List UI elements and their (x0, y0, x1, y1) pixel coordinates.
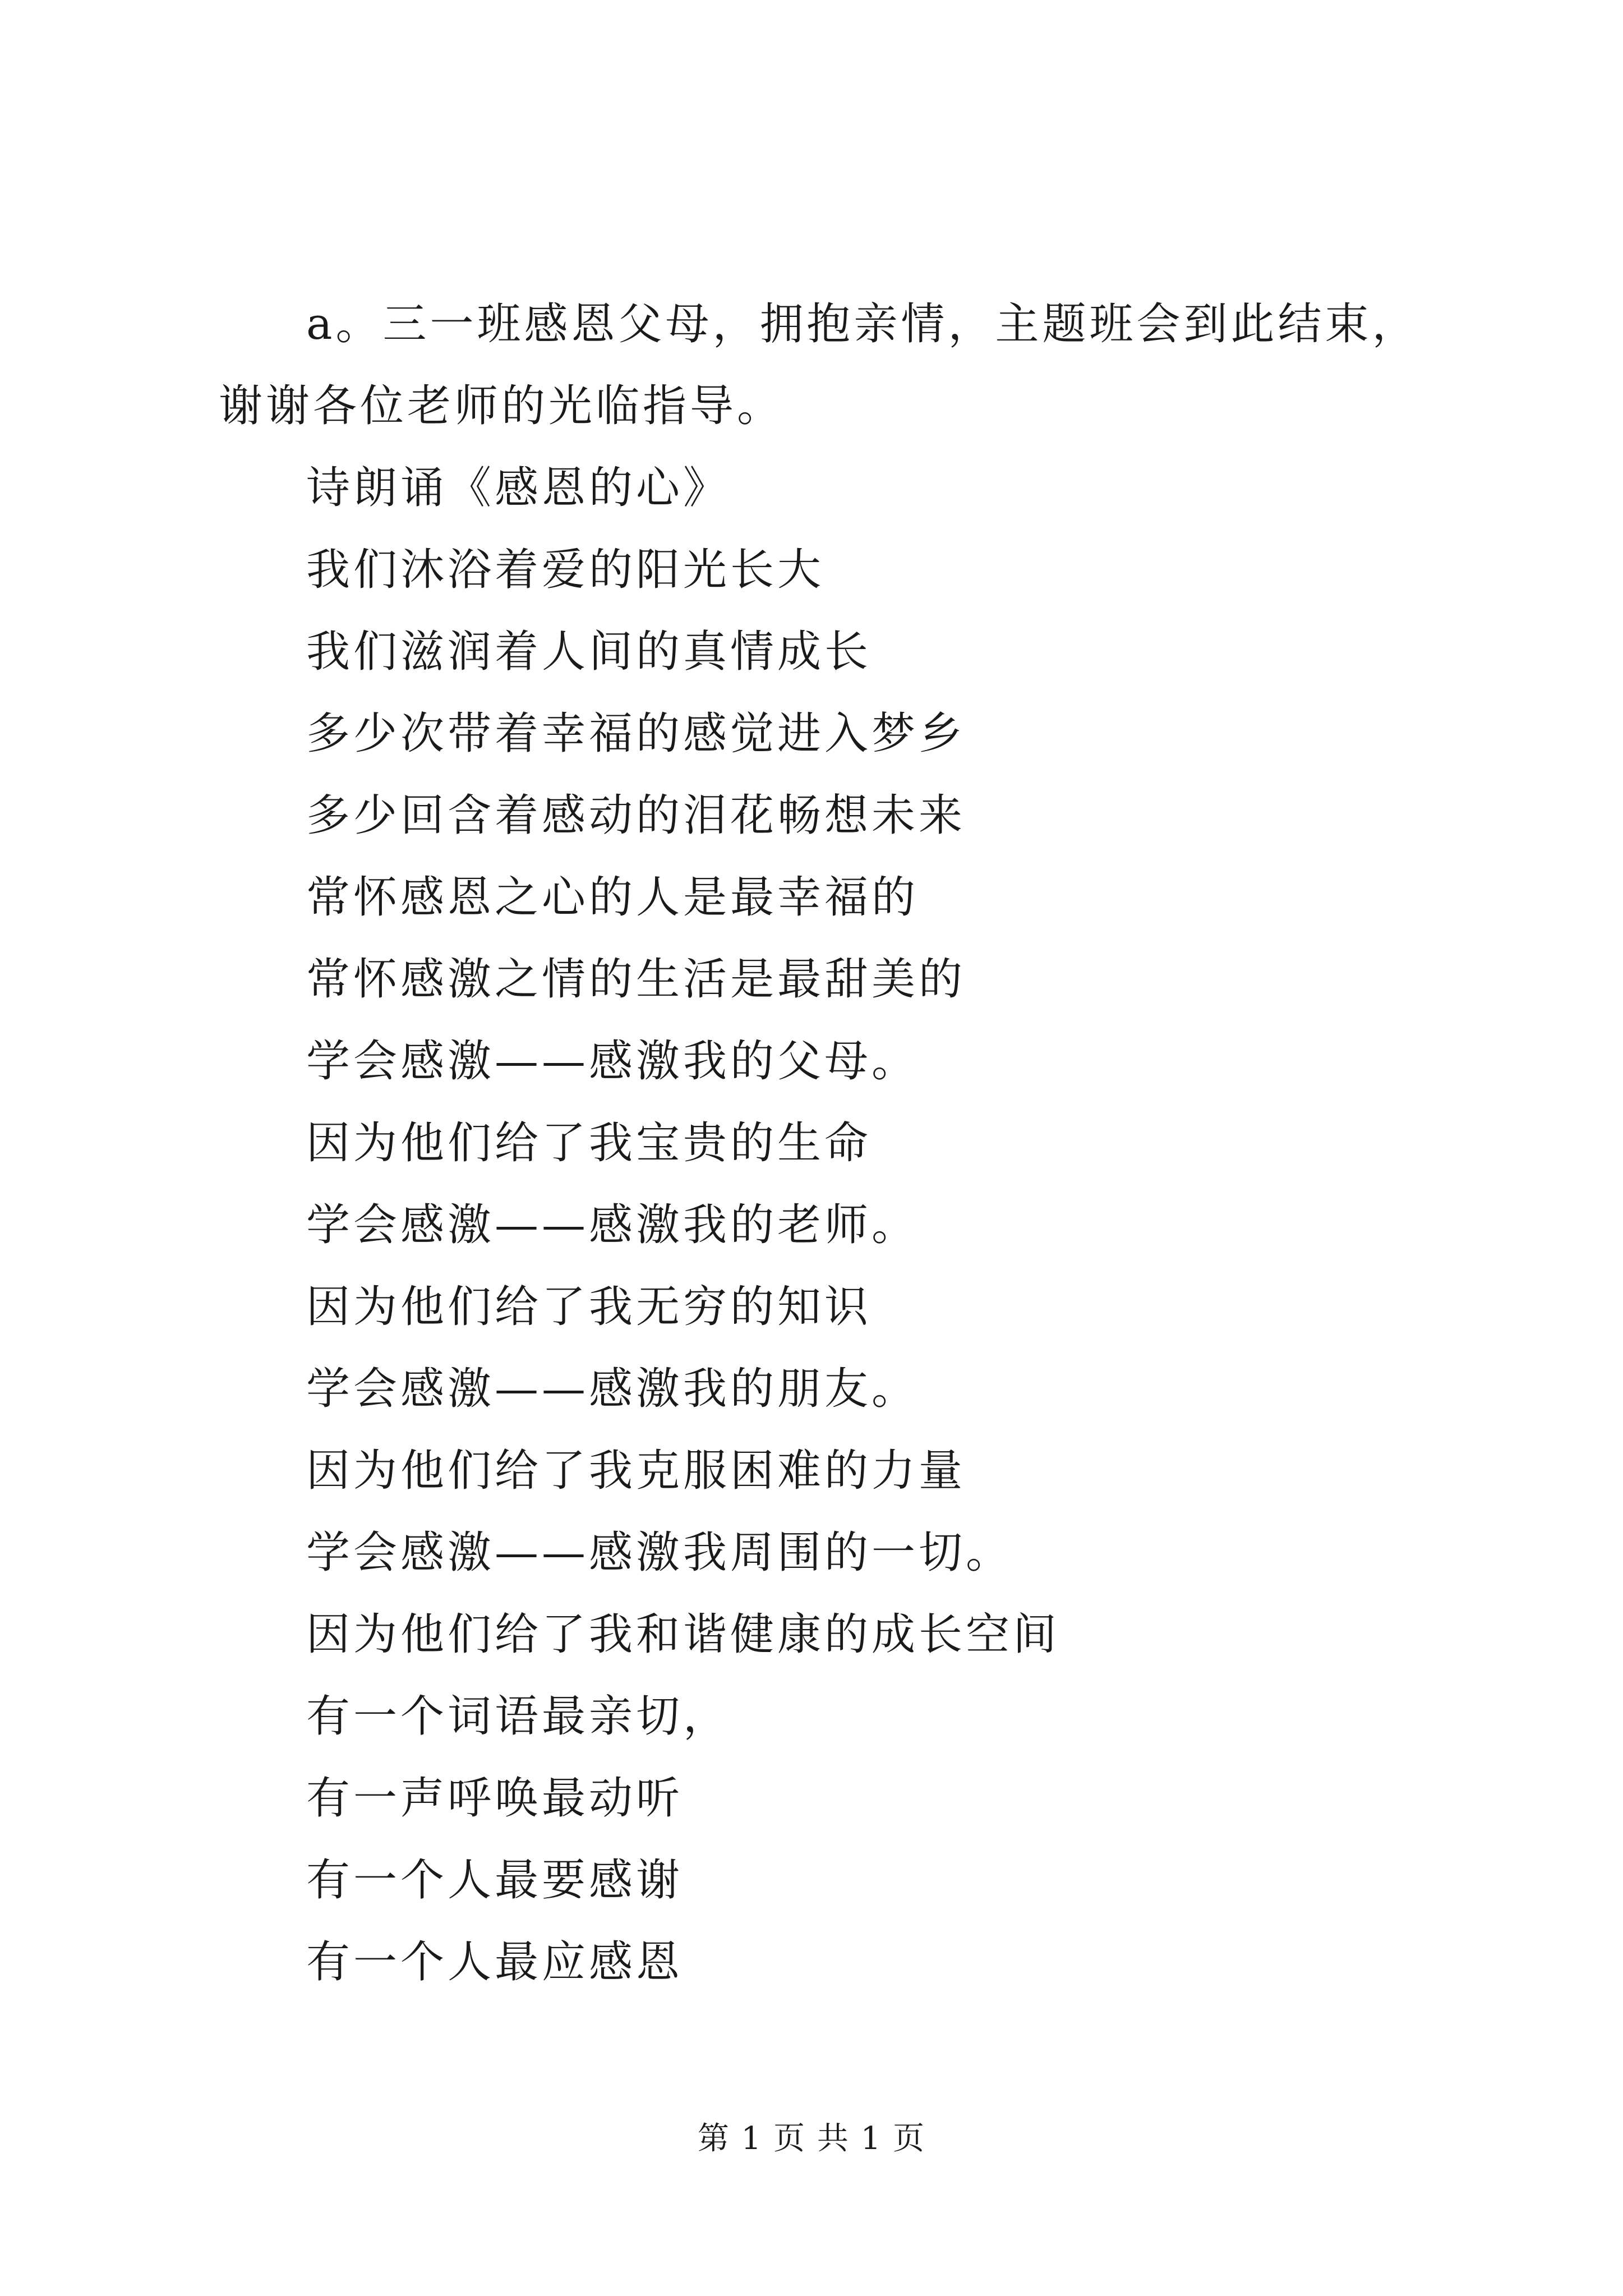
poem-line: 学会感激——感激我周围的一切。 (306, 1527, 1013, 1578)
poem-line: 因为他们给了我宝贵的生命 (306, 1118, 872, 1168)
poem-line: 我们沐浴着爱的阳光长大 (306, 545, 825, 595)
poem-line: 常怀感激之情的生活是最甜美的 (306, 954, 966, 1005)
page-footer: 第 1 页 共 1 页 (697, 2120, 926, 2157)
poem-line: 因为他们给了我和谐健康的成长空间 (306, 1609, 1061, 1660)
poem-line: 学会感激——感激我的老师。 (306, 1200, 919, 1250)
poem-line: 有一个人最应感恩 (306, 1937, 684, 1987)
poem-lines (219, 529, 1424, 2003)
poem-line: 有一声呼唤最动听 (306, 1773, 684, 1824)
poem-line: 多少次带着幸福的感觉进入梦乡 (306, 708, 966, 759)
poem-line: 我们滋润着人间的真情成长 (306, 627, 872, 677)
poem-line: 有一个词语最亲切， (306, 1691, 731, 1742)
poem-line: 有一个人最要感谢 (306, 1855, 684, 1906)
intro-paragraph: a。三一班感恩父母，拥抱亲情，主题班会到此结束，谢谢各位老师的光临指导。 (219, 299, 1419, 431)
poem-line: 学会感激——感激我的朋友。 (306, 1364, 919, 1414)
poem-line: 学会感激——感激我的父母。 (306, 1036, 919, 1087)
poem-line: 多少回含着感动的泪花畅想未来 (306, 790, 966, 841)
poem-line: 因为他们给了我克服困难的力量 (306, 1446, 966, 1496)
poem-title: 诗朗诵《感恩的心》 (306, 463, 731, 513)
poem-line: 常怀感恩之心的人是最幸福的 (306, 872, 919, 923)
document-body (219, 283, 1424, 2003)
poem-line: 因为他们给了我无穷的知识 (306, 1282, 872, 1332)
